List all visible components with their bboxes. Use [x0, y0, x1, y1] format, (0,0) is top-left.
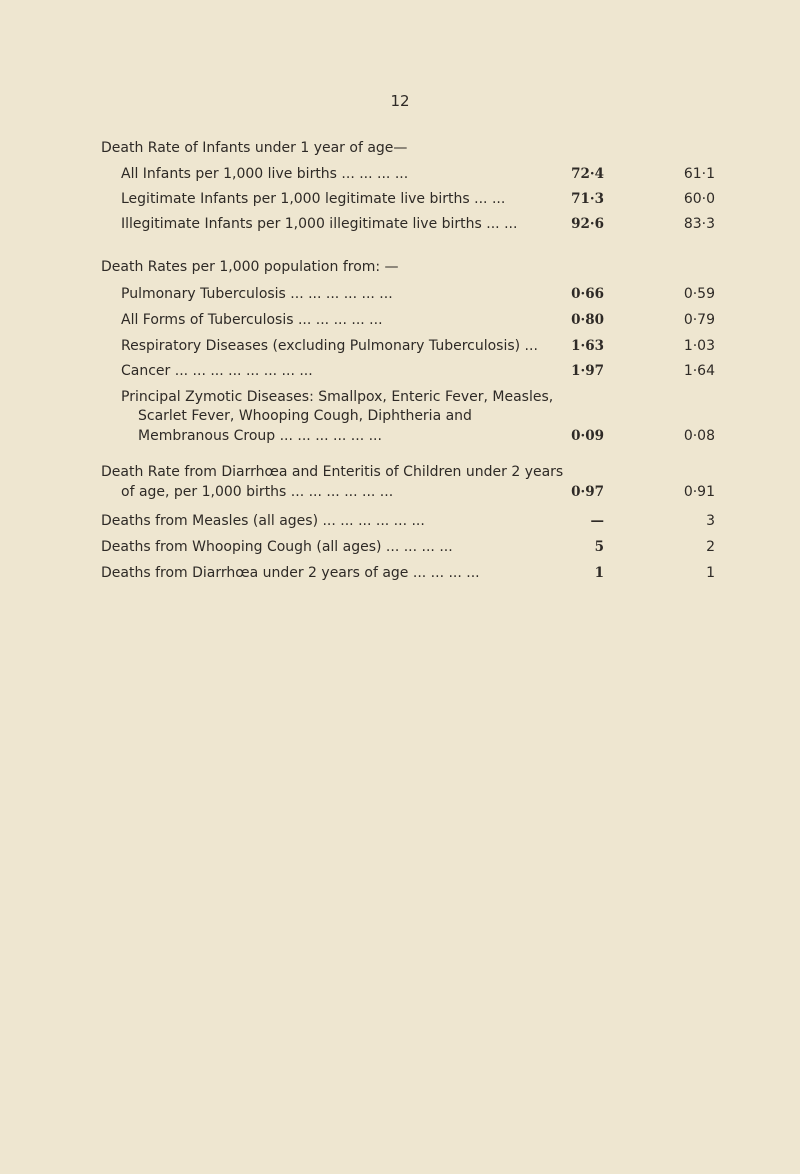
table-row	[0, 163, 800, 185]
table-row	[0, 461, 800, 483]
table-row	[0, 405, 800, 427]
table-row	[0, 256, 800, 278]
table-row	[0, 335, 800, 357]
value-previous-year: 2	[706, 539, 715, 555]
row-label: Scarlet Fever, Whooping Cough, Diphtheria and	[138, 408, 472, 424]
value-current-year: 92·6	[571, 216, 604, 232]
value-current-year: 1·97	[571, 363, 604, 379]
row-label: Deaths from Measles (all ages) ... ... ... ... ... ...	[101, 513, 425, 529]
row-label: Cancer ... ... ... ... ... ... ... ...	[121, 363, 313, 379]
row-label: Death Rate of Infants under 1 year of age—	[101, 140, 408, 156]
row-label: Legitimate Infants per 1,000 legitimate live births ... ...	[121, 191, 506, 207]
value-previous-year: 60·0	[683, 191, 715, 207]
row-label: Membranous Croup ... ... ... ... ... ...	[138, 428, 382, 444]
table-row	[0, 309, 800, 331]
value-current-year: 72·4	[571, 166, 604, 182]
value-previous-year: 1·64	[683, 363, 715, 379]
value-current-year: 71·3	[571, 191, 604, 207]
row-label: Death Rate from Diarrhœa and Enteritis of Children under 2 years	[101, 464, 564, 480]
table-row	[0, 137, 800, 159]
table-row	[0, 562, 800, 584]
table-row	[0, 536, 800, 558]
value-current-year: —	[590, 513, 604, 529]
table-row	[0, 425, 800, 447]
row-label: Deaths from Diarrhœa under 2 years of age ... ... ... ...	[101, 565, 480, 581]
table-row	[0, 188, 800, 210]
value-previous-year: 83·3	[683, 216, 715, 232]
value-previous-year: 0·08	[683, 428, 715, 444]
value-current-year: 1	[594, 565, 604, 581]
table-row	[0, 360, 800, 382]
table-row	[0, 510, 800, 532]
value-previous-year: 0·91	[683, 484, 715, 500]
table-row	[0, 481, 800, 503]
row-label: All Forms of Tuberculosis ... ... ... ... ...	[121, 312, 383, 328]
row-label: Death Rates per 1,000 population from: —	[101, 259, 399, 275]
value-previous-year: 0·79	[683, 312, 715, 328]
value-previous-year: 3	[706, 513, 715, 529]
value-current-year: 1·63	[571, 338, 604, 354]
row-label: of age, per 1,000 births ... ... ... ... ... ...	[121, 484, 394, 500]
table-row	[0, 213, 800, 235]
value-previous-year: 61·1	[683, 166, 715, 182]
page-number: 12	[390, 92, 410, 110]
row-label: Illegitimate Infants per 1,000 illegitimate live births ... ...	[121, 216, 518, 232]
value-previous-year: 0·59	[683, 286, 715, 302]
row-label: Deaths from Whooping Cough (all ages) ... ... ... ...	[101, 539, 453, 555]
value-current-year: 0·66	[571, 286, 604, 302]
row-label: Respiratory Diseases (excluding Pulmonary Tuberculosis) ...	[121, 338, 538, 354]
table-row	[0, 283, 800, 305]
value-current-year: 0·09	[571, 428, 604, 444]
value-current-year: 0·97	[571, 484, 604, 500]
value-previous-year: 1	[706, 565, 715, 581]
row-label: All Infants per 1,000 live births ... ... ... ...	[121, 166, 409, 182]
value-current-year: 0·80	[571, 312, 604, 328]
row-label: Pulmonary Tuberculosis ... ... ... ... ... ...	[121, 286, 393, 302]
value-previous-year: 1·03	[683, 338, 715, 354]
row-label: Principal Zymotic Diseases: Smallpox, Enteric Fever, Measles,	[121, 389, 554, 405]
value-current-year: 5	[594, 539, 604, 555]
